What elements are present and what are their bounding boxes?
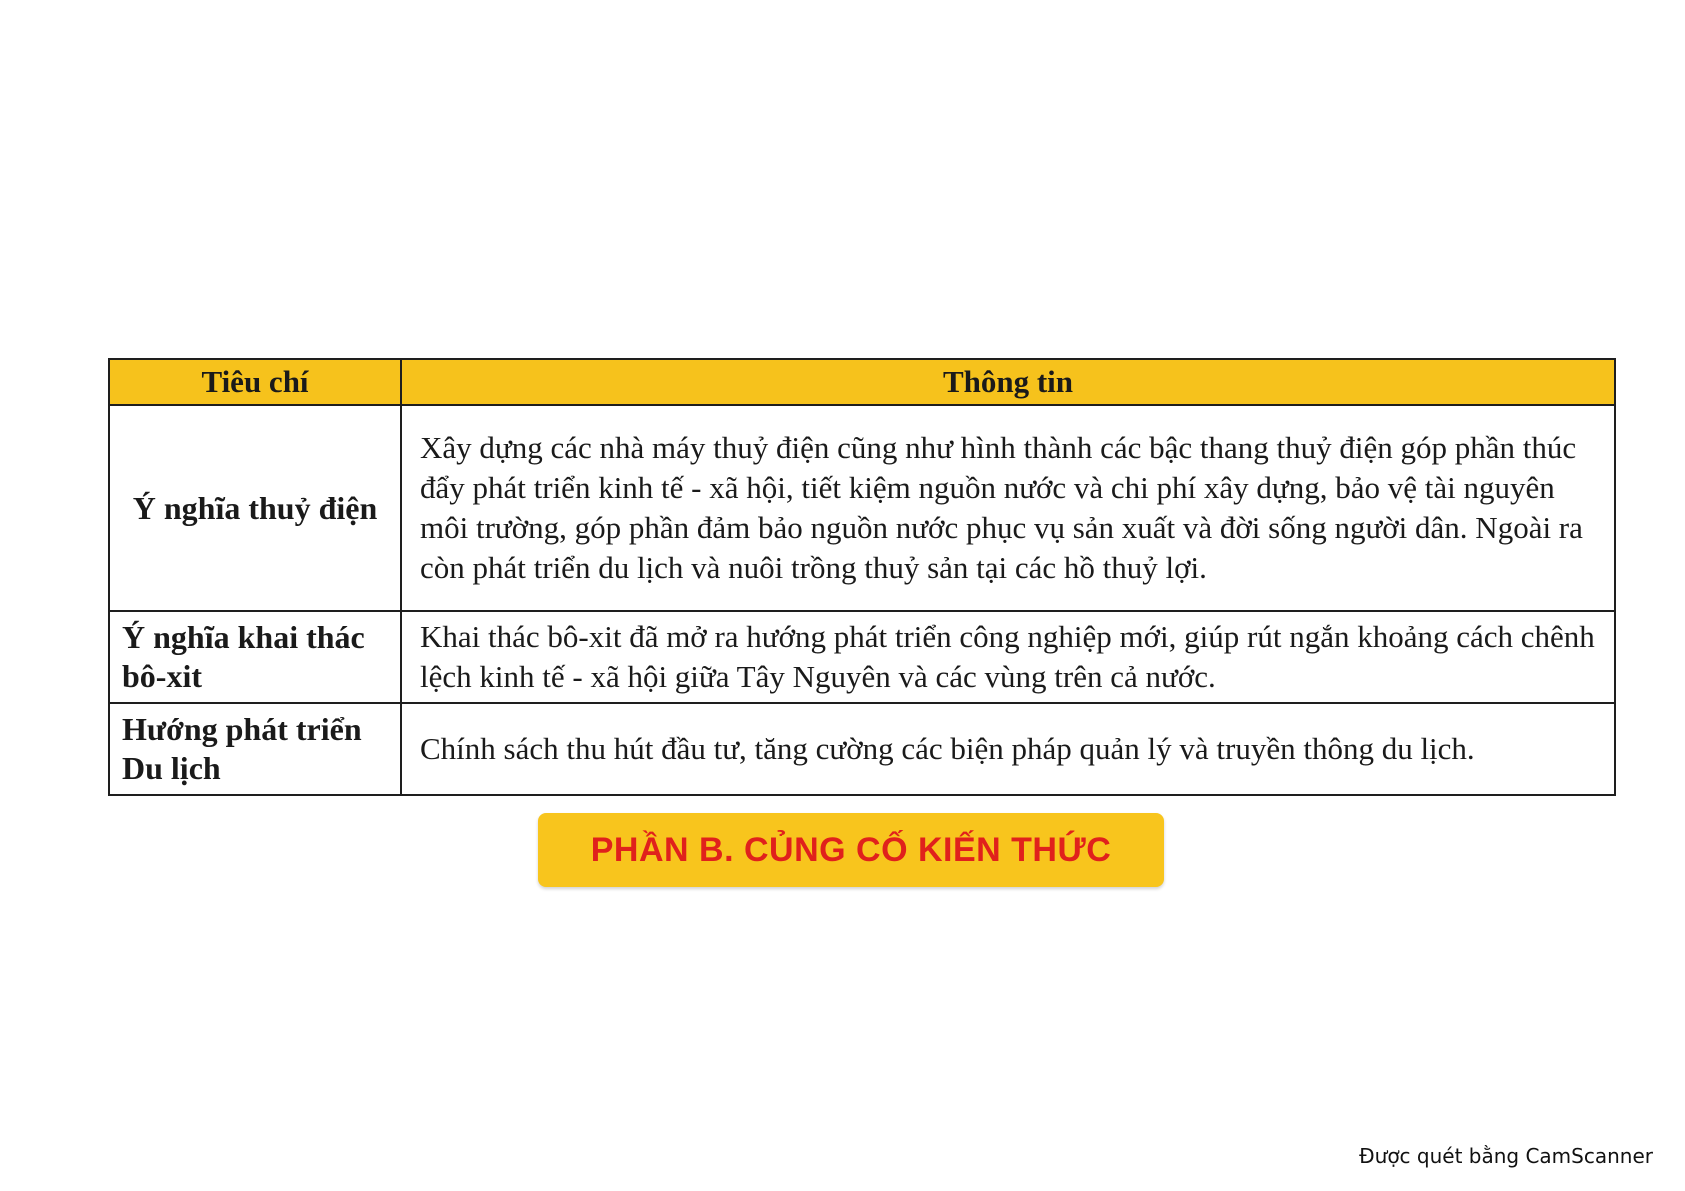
header-info: Thông tin: [401, 359, 1615, 405]
info-cell: Khai thác bô-xit đã mở ra hướng phát triển công nghiệp mới, giúp rút ngắn khoảng cách chênh lệch kinh tế - xã hội giữa Tây Nguyên và các vùng trên cả nước.: [401, 611, 1615, 703]
info-cell: Chính sách thu hút đầu tư, tăng cường các biện pháp quản lý và truyền thông du lịch.: [401, 703, 1615, 795]
table-row: [109, 611, 1615, 703]
section-banner: [538, 813, 1164, 887]
info-cell: Xây dựng các nhà máy thuỷ điện cũng như hình thành các bậc thang thuỷ điện góp phần thúc đẩy phát triển kinh tế - xã hội, tiết kiệm nguồn nước và chi phí xây dựng, bảo vệ tài nguyên môi trường, góp phần đảm bảo nguồn nước phục vụ sản xuất và đời sống người dân. Ngoài ra còn phát triển du lịch và nuôi trồng thuỷ sản tại các hồ thuỷ lợi.: [401, 405, 1615, 611]
table-header-row: [109, 359, 1615, 405]
table-row: [109, 405, 1615, 611]
header-criteria: Tiêu chí: [109, 359, 401, 405]
scan-footer-note: Được quét bằng CamScanner: [1359, 1144, 1653, 1168]
section-banner-label: PHẦN B. CỦNG CỐ KIẾN THỨC: [590, 830, 1112, 869]
table-row: [109, 703, 1615, 795]
info-table: [108, 358, 1616, 796]
criteria-cell: Ý nghĩa khai thác bô-xit: [109, 611, 401, 703]
criteria-cell: Hướng phát triển Du lịch: [109, 703, 401, 795]
criteria-cell: Ý nghĩa thuỷ điện: [109, 405, 401, 611]
